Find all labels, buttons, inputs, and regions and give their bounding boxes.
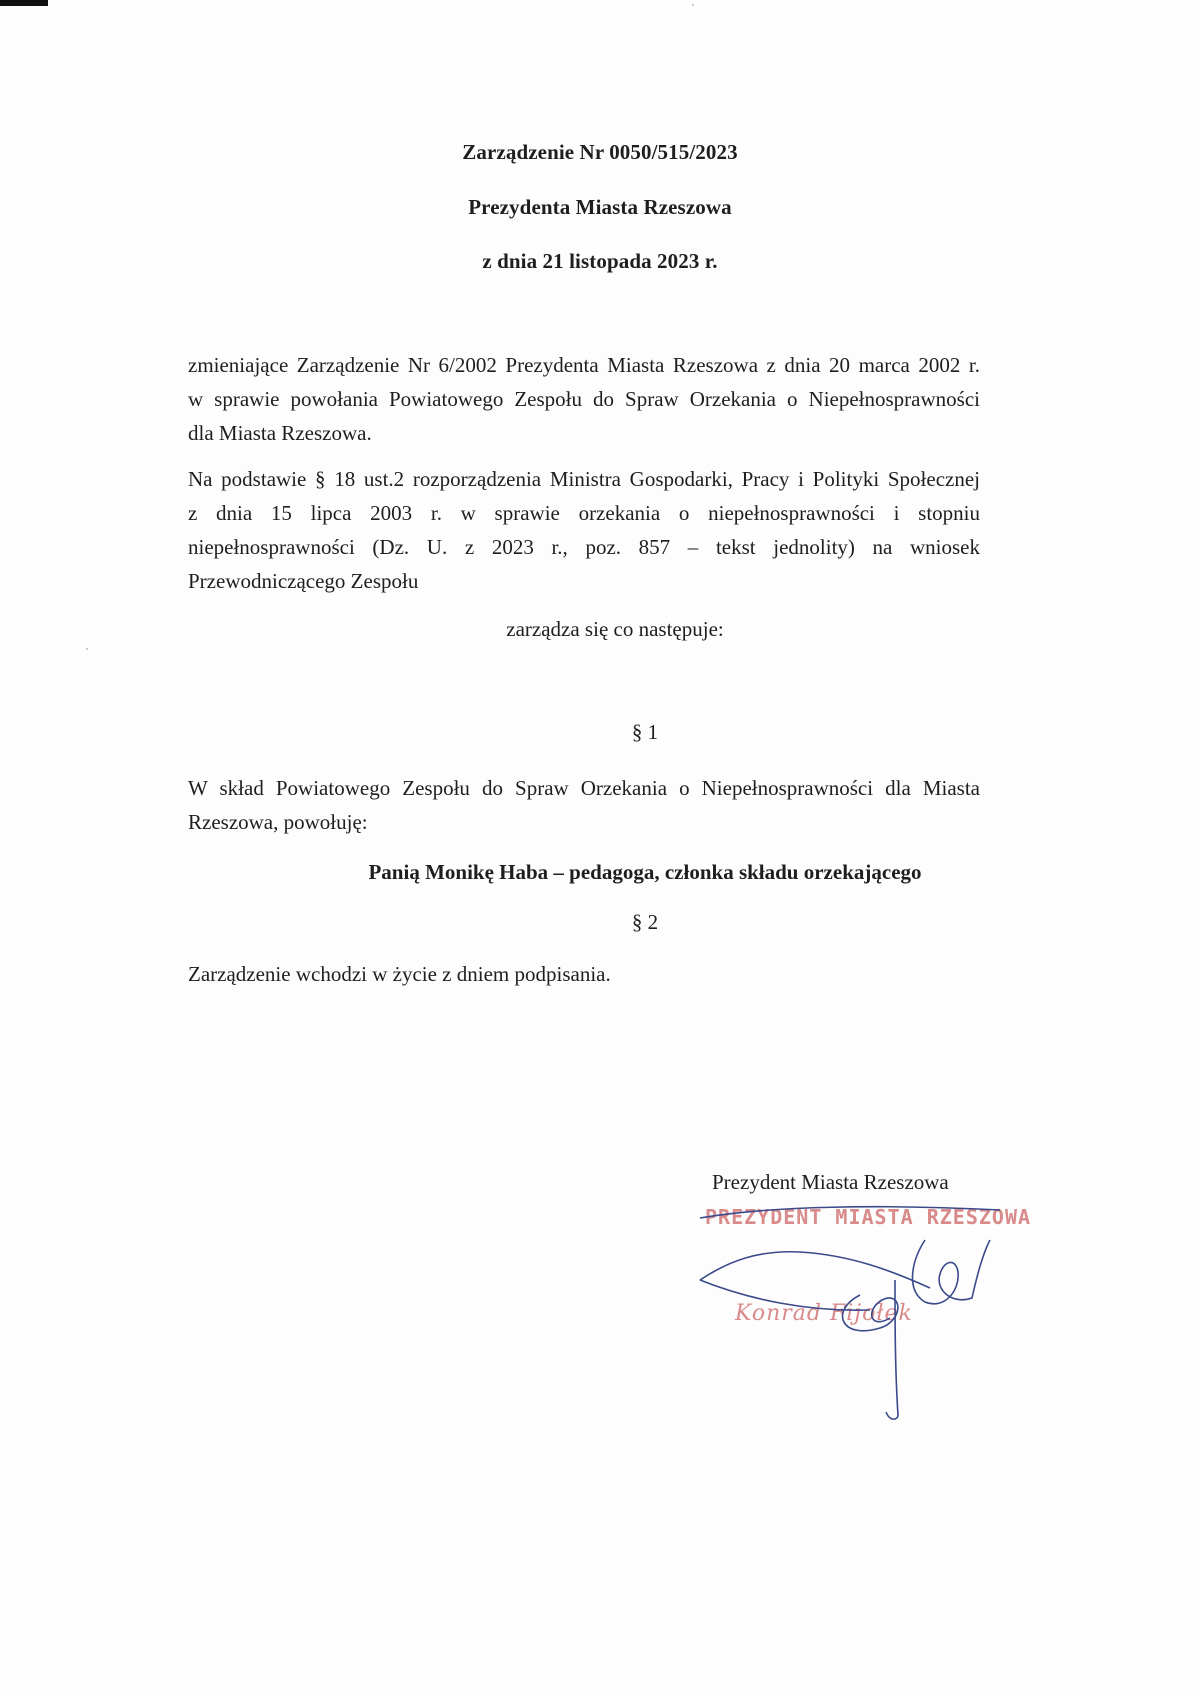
stamp-name-text: Konrad Fijołek — [735, 1301, 913, 1326]
legal-basis-line: Przewodniczącego Zespołu — [188, 569, 419, 593]
signature-stroke — [843, 1295, 898, 1331]
document-title: Zarządzenie Nr 0050/515/2023 — [462, 140, 738, 164]
section-1-heading: § 1 — [631, 720, 659, 744]
handwritten-signature — [690, 1200, 1030, 1425]
order-phrase: zarządza się co następuje: — [506, 617, 724, 641]
section-2-heading: § 2 — [631, 910, 659, 934]
section-2-text: Zarządzenie wchodzi w życie z dniem podpisania. — [188, 962, 611, 986]
section-2-paragraph — [188, 957, 980, 991]
section-1-line: Rzeszowa, powołuję: — [188, 810, 368, 834]
document-issuer: Prezydenta Miasta Rzeszowa — [468, 195, 732, 219]
legal-basis-line: niepełnosprawności (Dz. U. z 2023 r., poz. 857 – tekst jednolity) na wniosek — [188, 535, 980, 559]
scan-speck — [86, 648, 88, 650]
subject-paragraph — [188, 348, 980, 450]
signature-stroke — [912, 1240, 990, 1304]
signature-title: Prezydent Miasta Rzeszowa — [712, 1170, 949, 1194]
document-date: z dnia 21 listopada 2023 r. — [482, 249, 718, 273]
legal-basis-paragraph — [188, 462, 980, 598]
subject-line: zmieniające Zarządzenie Nr 6/2002 Prezydenta Miasta Rzeszowa z dnia 20 marca 2002 r. — [188, 353, 980, 377]
stamp-office-text: PREZYDENT MIASTA RZESZOWA — [705, 1205, 1032, 1229]
legal-basis-line: Na podstawie § 18 ust.2 rozporządzenia Ministra Gospodarki, Pracy i Polityki Społecznej — [188, 467, 980, 491]
signature-stroke — [700, 1207, 1000, 1218]
scan-edge-mark — [0, 0, 48, 6]
subject-line: w sprawie powołania Powiatowego Zespołu do Spraw Orzekania o Niepełnosprawności — [188, 387, 980, 411]
scan-speck — [692, 4, 694, 6]
subject-line: dla Miasta Rzeszowa. — [188, 421, 372, 445]
section-1-line: W skład Powiatowego Zespołu do Spraw Orzekania o Niepełnosprawności dla Miasta — [188, 776, 980, 800]
appointee-line: Panią Monikę Haba – pedagoga, członka składu orzekającego — [368, 860, 922, 884]
section-1-paragraph — [188, 771, 980, 839]
legal-basis-line: z dnia 15 lipca 2003 r. w sprawie orzekania o niepełnosprawności i stopniu — [188, 501, 980, 525]
